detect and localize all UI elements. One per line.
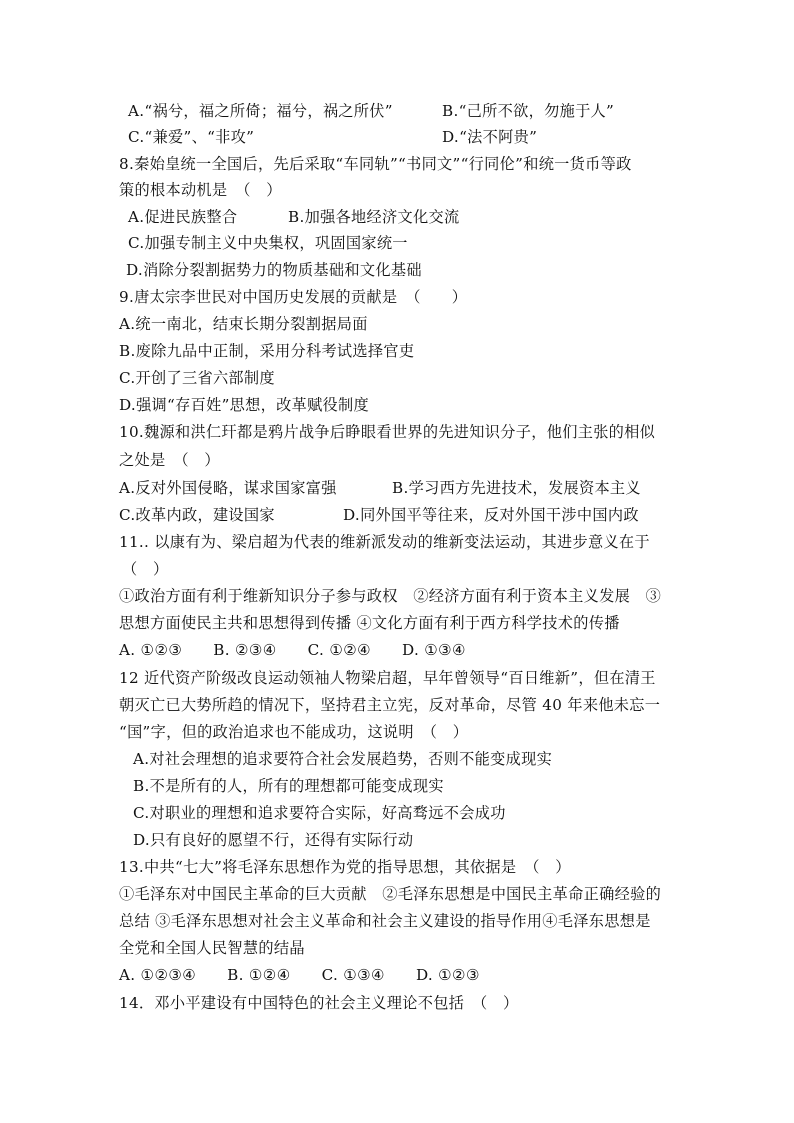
q8-option-d: D.消除分裂割据势力的物质基础和文化基础 [126,261,422,279]
q9-option-a: A.统一南北，结束长期分裂割据局面 [119,315,368,333]
q8-option-b: B.加强各地经济文化交流 [288,208,460,226]
q9-option-d: D.强调“存百姓”思想，改革赋役制度 [119,396,370,414]
q13-body-line-2: 总结 ③毛泽东思想对社会主义革命和社会主义建设的指导作用④毛泽东思想是 [119,912,651,930]
q10-option-d: D.同外国平等往来，反对外国干涉中国内政 [343,506,639,524]
q7-option-d: D.“法不阿贵” [442,128,538,146]
q10-stem-line-2: 之处是 （ ） [119,451,220,469]
q10-stem-line-1: 10.魏源和洪仁玕都是鸦片战争后睁眼看世界的先进知识分子，他们主张的相似 [119,423,656,441]
q13-body-line-3: 全党和全国人民智慧的结晶 [119,939,305,957]
q11-body-line-1: ①政治方面有利于维新知识分子参与政权 ②经济方面有利于资本主义发展 ③ [119,587,662,605]
q10-option-c: C.改革内政，建设国家 [119,506,275,524]
q12-option-c: C.对职业的理想和追求要符合实际，好高骛远不会成功 [133,804,506,822]
q12-option-a: A.对社会理想的追求要符合社会发展趋势，否则不能变成现实 [133,750,553,768]
q8-stem-line-2: 策的根本动机是 （ ） [119,181,282,199]
q9-option-b: B.废除九品中正制，采用分科考试选择官吏 [119,342,415,360]
q10-option-a: A.反对外国侵略，谋求国家富强 [119,479,337,497]
q12-option-b: B.不是所有的人，所有的理想都可能变成现实 [133,777,444,795]
q12-stem-line-2: 朝灭亡已大势所趋的情况下，坚持君主立宪，反对革命，尽管 40 年来他未忘一 [119,696,661,714]
q11-body-line-2: 思想方面使民主共和思想得到传播 ④文化方面有利于西方科学技术的传播 [119,614,620,632]
q11-stem-line-1: 11.. 以康有为、梁启超为代表的维新派发动的维新变法运动，其进步意义在于 [119,533,650,551]
q13-body-line-1: ①毛泽东对中国民主革命的巨大贡献 ②毛泽东思想是中国民主革命正确经验的 [119,885,662,903]
q12-stem-line-1: 12 近代资产阶级改良运动领袖人物梁启超，早年曾领导“百日维新”，但在清王 [119,669,656,687]
q7-option-c: C.“兼爱”、“非攻” [128,128,255,146]
q7-option-b: B.“己所不欲，勿施于人” [442,102,615,120]
q8-option-c: C.加强专制主义中央集权，巩固国家统一 [128,234,408,252]
q12-option-d: D.只有良好的愿望不行，还得有实际行动 [133,831,414,849]
q14-stem: 14．邓小平建设有中国特色的社会主义理论不包括 （ ） [119,994,519,1012]
q10-option-b: B.学习西方先进技术，发展资本主义 [392,479,641,497]
q8-stem-line-1: 8.秦始皇统一全国后，先后采取“车同轨”“书同文”“行同伦”和统一货币等政 [119,155,632,173]
q7-option-a: A.“祸兮，福之所倚；福兮，祸之所伏” [128,102,393,120]
q13-choices: A. ①②③④ B. ①②④ C. ①③④ D. ①②③ [119,966,480,984]
q12-stem-line-3: “国”字，但的政治追求也不能成功，这说明 （ ） [119,723,469,741]
q9-option-c: C.开创了三省六部制度 [119,369,275,387]
q11-stem-line-2: （ ） [122,560,169,578]
q8-option-a: A.促进民族整合 [128,208,238,226]
q13-stem: 13.中共“七大”将毛泽东思想作为党的指导思想，其依据是 （ ） [119,858,571,876]
q9-stem: 9.唐太宗李世民对中国历史发展的贡献是 （ ） [119,288,468,306]
q11-choices: A. ①②③ B. ②③④ C. ①②④ D. ①③④ [119,641,466,659]
